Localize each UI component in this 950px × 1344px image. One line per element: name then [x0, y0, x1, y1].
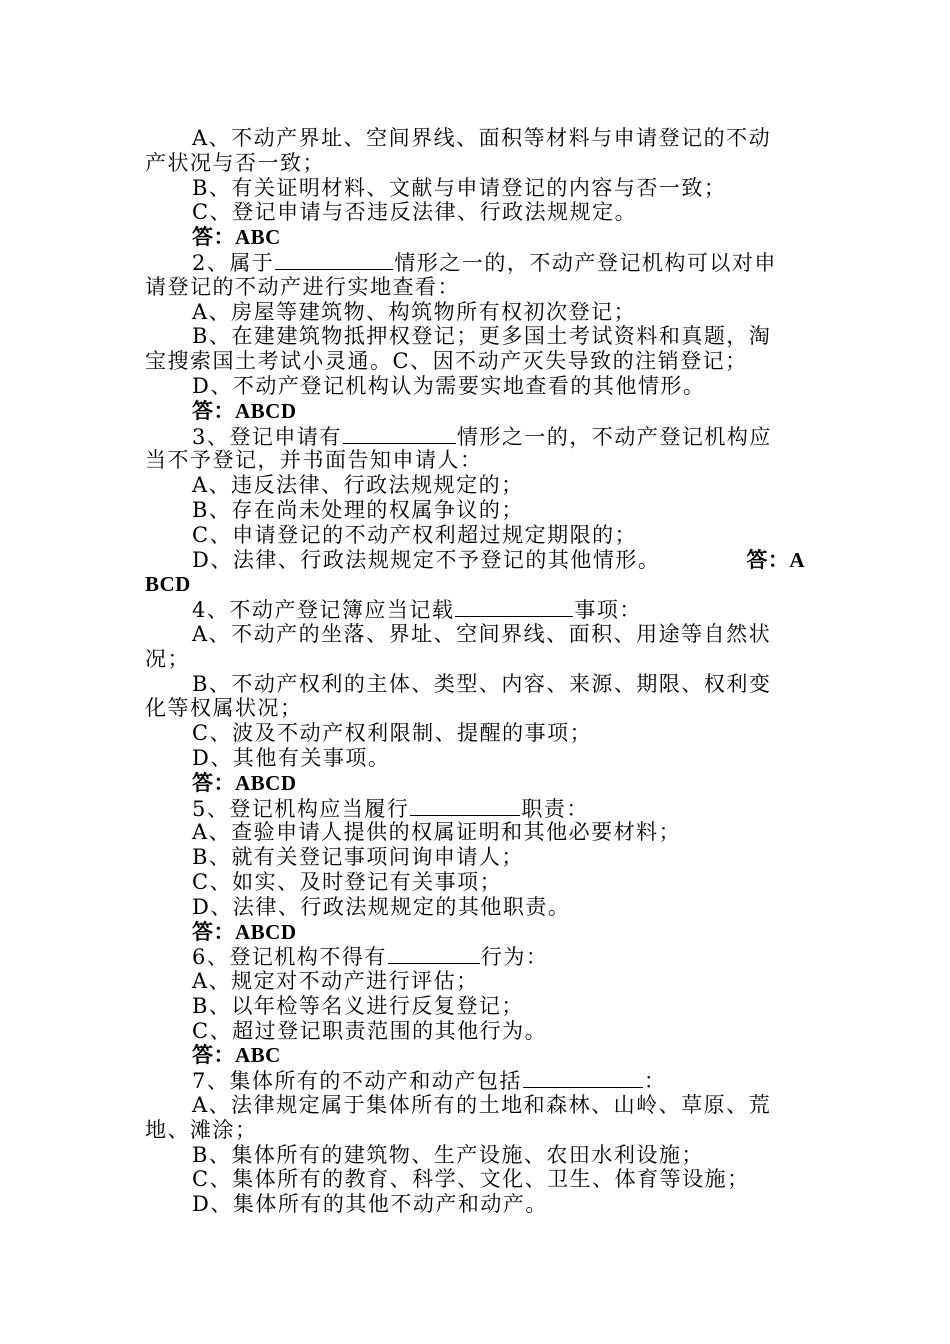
- q2-stem-start: 2、属于: [192, 250, 275, 275]
- q4-option-b-line1: B、不动产权利的主体、类型、内容、来源、期限、权利变: [192, 671, 772, 696]
- q7-stem: [145, 1068, 805, 1093]
- q5-stem-start: 5、登记机构应当履行: [192, 796, 410, 821]
- q3-stem-end: 情形之一的，不动产登记机构应: [456, 424, 772, 449]
- q6-option-b: B、以年检等名义进行反复登记；: [192, 993, 524, 1018]
- q4-answer: 答：ABCD: [192, 770, 297, 795]
- q3-option-d: D、法律、行政法规规定不予登记的其他情形。: [192, 547, 661, 572]
- q1-answer: 答：ABC: [192, 225, 281, 250]
- q4-stem-end: 事项：: [574, 598, 642, 623]
- q1-option-b: B、有关证明材料、文献与申请登记的内容与否一致；: [192, 175, 727, 200]
- q5-fill-blank: [410, 796, 520, 816]
- q1-option-a-line2: 产状况与否一致；: [145, 150, 325, 175]
- q4-fill-blank: [455, 597, 573, 617]
- q2-option-b-line1: B、在建建筑物抵押权登记；更多国土考试资料和真题，淘: [192, 324, 772, 349]
- q6-option-a: A、规定对不动产进行评估；: [192, 969, 479, 994]
- q2-stem-line2: 请登记的不动产进行实地查看：: [145, 274, 460, 299]
- q6-answer: 答：ABC: [192, 1043, 281, 1068]
- q6-fill-blank: [388, 944, 480, 964]
- q2-option-a: A、房屋等建筑物、构筑物所有权初次登记；: [192, 299, 637, 324]
- q5-answer: 答：ABCD: [192, 919, 297, 944]
- q4-stem: [145, 597, 805, 622]
- q5-option-d: D、法律、行政法规规定的其他职责。: [192, 894, 571, 919]
- q4-stem-start: 4、不动产登记簿应当记载: [192, 598, 455, 623]
- q6-stem-end: 行为：: [480, 945, 549, 970]
- q5-option-c: C、如实、及时登记有关事项；: [192, 869, 503, 894]
- q1-option-c: C、登记申请与否违反法律、行政法规规定。: [192, 200, 638, 225]
- q5-stem-end: 职责：: [521, 796, 589, 821]
- q7-fill-blank: [523, 1068, 643, 1088]
- q3-answer-part2: BCD: [145, 572, 191, 597]
- q7-stem-end: ：: [643, 1069, 667, 1094]
- q3-answer-part1: 答：A: [746, 547, 805, 572]
- q3-fill-blank: [343, 424, 456, 444]
- q5-stem: [145, 796, 805, 821]
- q7-option-a-line2: 地、滩涂；: [145, 1117, 258, 1142]
- q3-option-b: B、存在尚未处理的权属争议的；: [192, 497, 524, 522]
- q6-stem-start: 6、登记机构不得有: [192, 945, 387, 970]
- q7-option-b: B、集体所有的建筑物、生产设施、农田水利设施；: [192, 1142, 704, 1167]
- q3-stem-line2: 当不予登记，并书面告知申请人：: [145, 448, 483, 473]
- q5-option-a: A、查验申请人提供的权属证明和其他必要材料；: [192, 820, 682, 845]
- q5-option-b: B、就有关登记事项问询申请人；: [192, 845, 524, 870]
- q2-stem-line1: [145, 250, 805, 275]
- q4-option-a-line2: 况；: [145, 646, 190, 671]
- q6-option-c: C、超过登记职责范围的其他行为。: [192, 1018, 548, 1043]
- q7-option-d: D、集体所有的其他不动产和动产。: [192, 1192, 548, 1217]
- q3-stem-line1: [145, 424, 805, 449]
- q1-option-a-line1: A、不动产界址、空间界线、面积等材料与申请登记的不动: [192, 126, 772, 150]
- q3-option-a: A、违反法律、行政法规规定的；: [192, 473, 524, 498]
- q3-stem-start: 3、登记申请有: [192, 424, 342, 449]
- document-body: [145, 126, 805, 1217]
- q2-stem-end: 情形之一的，不动产登记机构可以对申: [394, 250, 777, 275]
- q4-option-c: C、波及不动产权利限制、提醒的事项；: [192, 721, 593, 746]
- q2-fill-blank: [275, 250, 393, 270]
- q7-option-c: C、集体所有的教育、科学、文化、卫生、体育等设施；: [192, 1167, 750, 1192]
- q7-option-a-line1: A、法律规定属于集体所有的土地和森林、山岭、草原、荒: [192, 1093, 772, 1118]
- q3-option-c: C、申请登记的不动产权利超过规定期限的；: [192, 522, 638, 547]
- q6-stem: [145, 944, 805, 969]
- q4-option-b-line2: 化等权属状况；: [145, 696, 303, 721]
- q4-option-d: D、其他有关事项。: [192, 745, 391, 770]
- q3-option-d-row: [145, 548, 805, 573]
- q2-answer: 答：ABCD: [192, 398, 297, 423]
- q7-stem-start: 7、集体所有的不动产和动产包括: [192, 1069, 522, 1094]
- q2-option-d: D、不动产登记机构认为需要实地查看的其他情形。: [192, 373, 706, 398]
- q4-option-a-line1: A、不动产的坐落、界址、空间界线、面积、用途等自然状: [192, 621, 772, 646]
- q2-option-b-line2: 宝搜索国土考试小灵通。C、因不动产灭失导致的注销登记；: [145, 349, 748, 374]
